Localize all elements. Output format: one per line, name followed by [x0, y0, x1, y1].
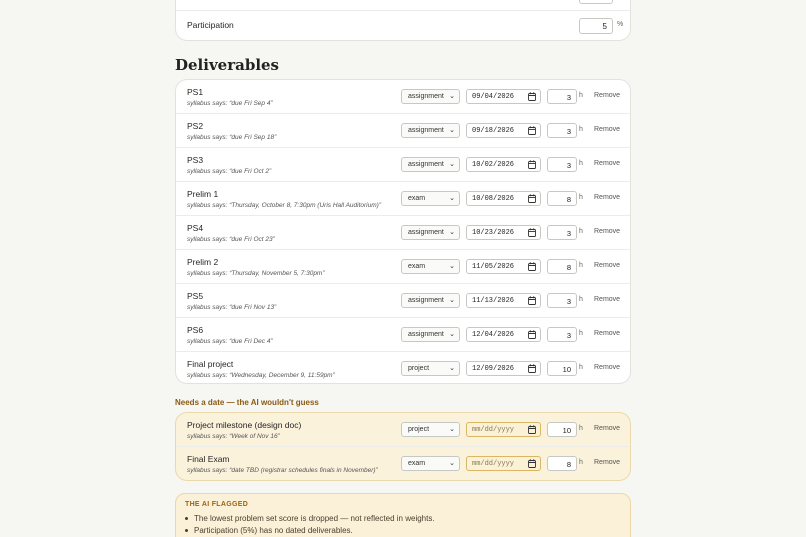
hours-input[interactable]: 10 — [547, 422, 577, 437]
type-select[interactable] — [401, 123, 460, 138]
chevron-down-icon: ⌄ — [449, 229, 455, 236]
deliverables-card — [175, 79, 631, 384]
type-value: assignment — [408, 93, 444, 100]
hours-unit: h — [579, 228, 583, 235]
flag-title: THE AI FLAGGED — [185, 501, 249, 508]
hours-input[interactable]: 10 — [547, 361, 577, 376]
calendar-icon[interactable] — [528, 459, 536, 468]
deliverable-title: Final Exam — [187, 454, 230, 464]
calendar-icon[interactable] — [528, 262, 536, 271]
chevron-down-icon: ⌄ — [449, 331, 455, 338]
hours-input[interactable]: 3 — [547, 123, 577, 138]
deliverable-row — [176, 318, 630, 352]
weight-row — [176, 0, 630, 11]
hours-input[interactable]: 3 — [547, 157, 577, 172]
type-value: project — [408, 365, 430, 372]
deliverable-title: PS1 — [187, 87, 204, 97]
date-value: 12/04/2026 — [472, 331, 515, 339]
date-input[interactable] — [466, 157, 541, 172]
syllabus-quote: syllabus says: “Thursday, November 5, 7:30pm” — [187, 270, 325, 277]
deliverable-row — [176, 216, 630, 250]
chevron-down-icon: ⌄ — [449, 93, 455, 100]
deliverable-row — [176, 182, 630, 216]
remove-button[interactable]: Remove — [594, 296, 621, 303]
hours-input[interactable]: 8 — [547, 456, 577, 471]
date-value: 09/18/2026 — [472, 127, 515, 135]
syllabus-quote: syllabus says: “date TBD (registrar schedules finals in November)” — [187, 467, 378, 474]
calendar-icon[interactable] — [528, 228, 536, 237]
deliverable-row — [176, 352, 630, 384]
syllabus-quote: syllabus says: “Thursday, October 8, 7:30pm (Uris Hall Auditorium)” — [187, 202, 381, 209]
chevron-down-icon: ⌄ — [449, 161, 455, 168]
calendar-icon[interactable] — [528, 296, 536, 305]
calendar-icon[interactable] — [528, 126, 536, 135]
remove-button[interactable]: Remove — [594, 330, 621, 337]
syllabus-quote: syllabus says: “due Fri Nov 13” — [187, 304, 277, 311]
hours-unit: h — [579, 364, 583, 371]
type-value: assignment — [408, 229, 444, 236]
date-value: 12/09/2026 — [472, 365, 515, 373]
deliverable-row — [176, 250, 630, 284]
weight-row — [176, 11, 630, 41]
deliverable-title: PS6 — [187, 325, 204, 335]
syllabus-quote: syllabus says: “Week of Nov 16” — [187, 433, 280, 440]
date-value: 11/13/2026 — [472, 297, 515, 305]
flag-item: Participation (5%) has no dated deliverables. — [194, 526, 435, 535]
percent-unit: % — [617, 21, 624, 28]
hours-input[interactable]: 3 — [547, 89, 577, 104]
remove-button[interactable]: Remove — [594, 160, 621, 167]
type-select[interactable] — [401, 293, 460, 308]
date-input[interactable] — [466, 293, 541, 308]
weight-label: Participation — [187, 20, 234, 30]
date-input[interactable] — [466, 327, 541, 342]
type-select[interactable] — [401, 422, 460, 437]
hours-unit: h — [579, 296, 583, 303]
date-value: 11/05/2026 — [472, 263, 515, 271]
hours-input[interactable]: 3 — [547, 225, 577, 240]
deliverable-title: PS4 — [187, 223, 204, 233]
weights-card — [175, 0, 631, 41]
deliverable-row — [176, 148, 630, 182]
type-select[interactable] — [401, 361, 460, 376]
syllabus-quote: syllabus says: “due Fri Dec 4” — [187, 338, 273, 345]
date-value: mm/dd/yyyy — [472, 460, 515, 468]
remove-button[interactable]: Remove — [594, 228, 621, 235]
flag-list — [194, 514, 435, 537]
deliverable-title: Prelim 1 — [187, 189, 219, 199]
deliverable-title: Final project — [187, 359, 234, 369]
deliverable-title: PS3 — [187, 155, 204, 165]
remove-button[interactable]: Remove — [594, 194, 621, 201]
type-select[interactable] — [401, 191, 460, 206]
date-input[interactable] — [466, 89, 541, 104]
type-select[interactable] — [401, 327, 460, 342]
type-select[interactable] — [401, 225, 460, 240]
type-value: assignment — [408, 331, 444, 338]
date-input[interactable] — [466, 422, 541, 437]
syllabus-quote: syllabus says: “due Fri Sep 18” — [187, 134, 277, 141]
remove-button[interactable]: Remove — [594, 126, 621, 133]
remove-button[interactable]: Remove — [594, 262, 621, 269]
syllabus-quote: syllabus says: “Wednesday, December 9, 11:59pm” — [187, 372, 335, 379]
hours-unit: h — [579, 330, 583, 337]
calendar-icon[interactable] — [528, 194, 536, 203]
chevron-down-icon: ⌄ — [449, 127, 455, 134]
weight-input[interactable] — [579, 0, 613, 4]
date-value: 10/02/2026 — [472, 161, 515, 169]
deliverable-title: PS2 — [187, 121, 204, 131]
date-input[interactable] — [466, 361, 541, 376]
type-value: exam — [408, 195, 426, 202]
type-select[interactable] — [401, 89, 460, 104]
flag-item: The lowest problem set score is dropped — not reflected in weights. — [194, 514, 435, 523]
date-input[interactable] — [466, 259, 541, 274]
syllabus-quote: syllabus says: “due Fri Oct 23” — [187, 236, 275, 243]
type-select[interactable] — [401, 456, 460, 471]
remove-button[interactable]: Remove — [594, 425, 621, 432]
deliverable-row — [176, 80, 630, 114]
syllabus-quote: syllabus says: “due Fri Sep 4” — [187, 100, 273, 107]
date-value: 10/23/2026 — [472, 229, 515, 237]
hours-unit: h — [579, 126, 583, 133]
needs-date-heading: Needs a date — the AI wouldn't guess — [175, 398, 319, 407]
chevron-down-icon: ⌄ — [449, 195, 455, 202]
calendar-icon[interactable] — [528, 92, 536, 101]
hours-unit: h — [579, 194, 583, 201]
deliverable-row — [176, 284, 630, 318]
remove-button[interactable]: Remove — [594, 364, 621, 371]
type-value: exam — [408, 460, 426, 467]
date-input[interactable] — [466, 456, 541, 471]
type-value: project — [408, 426, 430, 433]
calendar-icon[interactable] — [528, 160, 536, 169]
hours-unit: h — [579, 92, 583, 99]
type-value: assignment — [408, 297, 444, 304]
chevron-down-icon: ⌄ — [449, 426, 455, 433]
date-input[interactable] — [466, 123, 541, 138]
hours-input[interactable]: 8 — [547, 259, 577, 274]
type-select[interactable] — [401, 259, 460, 274]
hours-unit: h — [579, 459, 583, 466]
type-value: assignment — [408, 127, 444, 134]
remove-button[interactable]: Remove — [594, 92, 621, 99]
hours-input[interactable]: 3 — [547, 327, 577, 342]
calendar-icon[interactable] — [528, 330, 536, 339]
date-value: 09/04/2026 — [472, 93, 515, 101]
chevron-down-icon: ⌄ — [449, 365, 455, 372]
chevron-down-icon: ⌄ — [449, 297, 455, 304]
deliverable-row — [176, 114, 630, 148]
date-input[interactable] — [466, 191, 541, 206]
calendar-icon[interactable] — [528, 425, 536, 434]
type-select[interactable] — [401, 157, 460, 172]
hours-unit: h — [579, 160, 583, 167]
hours-unit: h — [579, 425, 583, 432]
deliverable-title: Prelim 2 — [187, 257, 219, 267]
date-value: 10/08/2026 — [472, 195, 515, 203]
weight-input[interactable]: 5 — [579, 18, 613, 34]
calendar-icon[interactable] — [528, 364, 536, 373]
deliverables-heading: Deliverables — [175, 56, 280, 74]
type-value: assignment — [408, 161, 444, 168]
ai-flag-panel — [175, 493, 631, 537]
deliverable-row — [176, 447, 630, 481]
date-input[interactable] — [466, 225, 541, 240]
deliverable-title: PS5 — [187, 291, 204, 301]
hours-input[interactable]: 3 — [547, 293, 577, 308]
deliverable-title: Project milestone (design doc) — [187, 420, 302, 430]
hours-input[interactable]: 8 — [547, 191, 577, 206]
syllabus-quote: syllabus says: “due Fri Oct 2” — [187, 168, 272, 175]
needs-date-card — [175, 412, 631, 481]
chevron-down-icon: ⌄ — [449, 460, 455, 467]
type-value: exam — [408, 263, 426, 270]
chevron-down-icon: ⌄ — [449, 263, 455, 270]
date-value: mm/dd/yyyy — [472, 426, 515, 434]
deliverable-row — [176, 413, 630, 447]
remove-button[interactable]: Remove — [594, 459, 621, 466]
hours-unit: h — [579, 262, 583, 269]
